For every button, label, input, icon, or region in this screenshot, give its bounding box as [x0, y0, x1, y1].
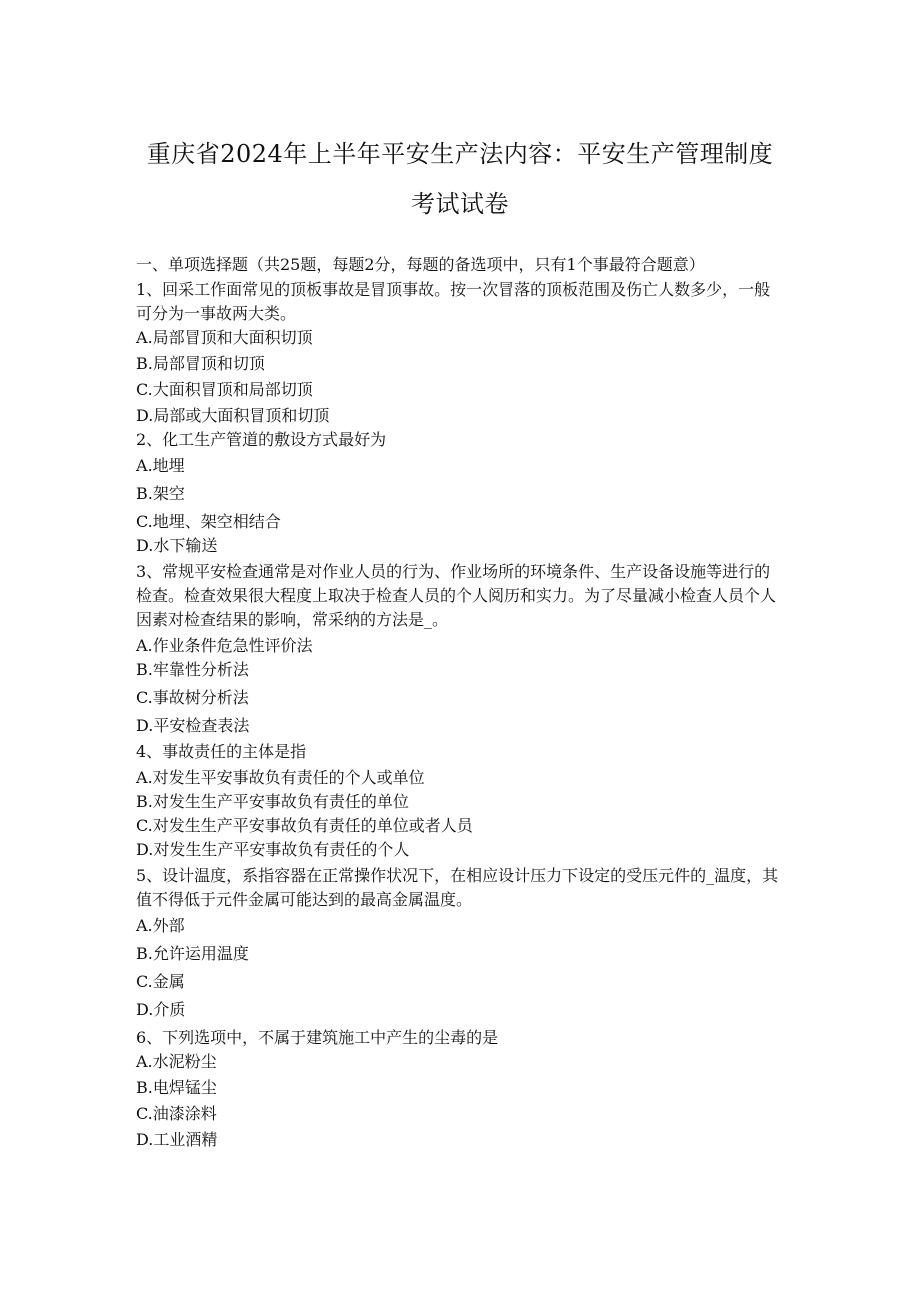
question-stem: 5、设计温度，系指容器在正常操作状况下，在相应设计压力下设定的受压元件的_温度，其值不得低于元件金属可能达到的最高金属温度。 [136, 866, 779, 909]
question-4 [136, 740, 786, 862]
question-option: D.局部或大面积冒顶和切顶 [136, 406, 330, 425]
question-stem: 1、回采工作面常见的顶板事故是冒顶事故。按一次冒落的顶板范围及伤亡人数多少，一般可分为一事故两大类。 [136, 280, 771, 323]
question-option: A.对发生平安事故负有责任的个人或单位 [136, 768, 425, 787]
question-option: D.水下输送 [136, 536, 218, 555]
question-option: C.对发生生产平安事故负有责任的单位或者人员 [136, 816, 473, 835]
question-option: A.水泥粉尘 [136, 1052, 217, 1071]
question-3 [136, 560, 786, 738]
question-option: C.事故树分析法 [136, 688, 249, 707]
document-title-line-1: 重庆省2024年上半年平安生产法内容：平安生产管理制度 [146, 140, 774, 168]
section-heading: 一、单项选择题（共25题，每题2分，每题的备选项中，只有1个事最符合题意） [136, 255, 705, 274]
question-option: A.局部冒顶和大面积切顶 [136, 328, 313, 347]
question-option: B.电焊锰尘 [136, 1078, 217, 1097]
question-option: C.油漆涂料 [136, 1104, 217, 1123]
question-option: B.允许运用温度 [136, 944, 249, 963]
document-title-line-2: 考试试卷 [411, 190, 509, 218]
question-option: A.地埋 [136, 456, 185, 475]
question-option: B.牢靠性分析法 [136, 660, 249, 679]
question-stem: 2、化工生产管道的敷设方式最好为 [136, 430, 387, 449]
question-option: B.局部冒顶和切顶 [136, 354, 265, 373]
question-stem: 4、事故责任的主体是指 [136, 742, 307, 761]
question-option: A.外部 [136, 916, 185, 935]
question-option: D.介质 [136, 1000, 186, 1019]
question-option: C.金属 [136, 972, 185, 991]
question-option: C.大面积冒顶和局部切顶 [136, 380, 313, 399]
question-option: D.工业酒精 [136, 1130, 218, 1149]
question-6 [136, 1026, 786, 1152]
question-stem: 6、下列选项中，不属于建筑施工中产生的尘毒的是 [136, 1028, 499, 1047]
document-body [136, 253, 786, 1152]
question-1 [136, 278, 786, 428]
question-option: D.平安检查表法 [136, 716, 250, 735]
question-option: B.架空 [136, 484, 185, 503]
question-option: D.对发生生产平安事故负有责任的个人 [136, 840, 410, 859]
question-option: A.作业条件危急性评价法 [136, 636, 313, 655]
question-option: C.地埋、架空相结合 [136, 512, 281, 531]
question-5 [136, 864, 786, 1022]
question-2 [136, 428, 786, 558]
question-option: B.对发生生产平安事故负有责任的单位 [136, 792, 409, 811]
question-stem: 3、常规平安检查通常是对作业人员的行为、作业场所的环境条件、生产设备设施等进行的检查。检查效果很大程度上取决于检查人员的个人阅历和实力。为了尽量减小检查人员个人因素对检查结果的影响，常采纳的方法是_。 [136, 562, 777, 629]
